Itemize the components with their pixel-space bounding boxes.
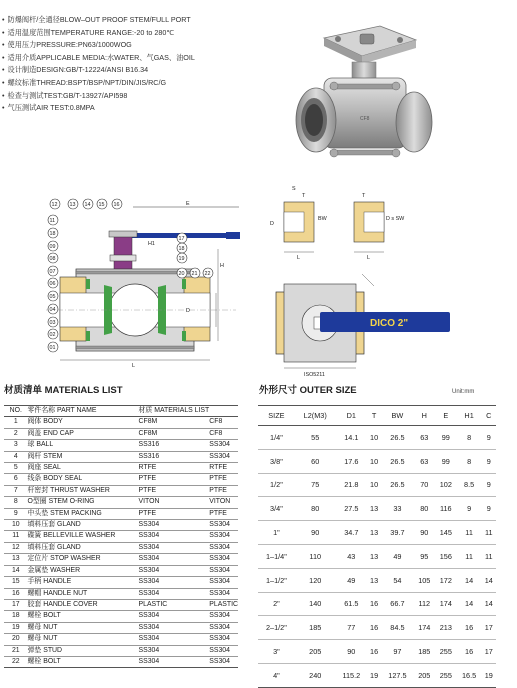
table-cell: 140 [295, 592, 336, 616]
column-header: E [435, 406, 457, 426]
spec-item: • 设计制造DESIGN:GB/T-12224/ANSI B16.34 [2, 64, 302, 77]
svg-text:18: 18 [49, 231, 56, 237]
table-cell: 1/4" [258, 426, 295, 450]
table-cell: 手柄 HANDLE [27, 578, 72, 586]
table-cell: 定位片 STOP WASHER [27, 555, 101, 563]
svg-text:D s SW: D s SW [386, 216, 405, 222]
materials-table [4, 405, 238, 668]
svg-text:09: 09 [49, 244, 56, 250]
table-cell: 75 [295, 473, 336, 497]
table-cell: 11 [12, 532, 20, 540]
table-cell: 填料压套 GLAND [27, 543, 81, 551]
table-row [4, 656, 238, 667]
table-cell: PTFE [209, 509, 227, 517]
table-cell: PTFE [138, 475, 157, 483]
table-row [4, 463, 238, 474]
table-cell: 80 [414, 497, 436, 521]
table-cell: 174 [414, 616, 436, 640]
table-cell: 弹垫 STUD [27, 646, 62, 654]
table-cell: SS304 [209, 635, 230, 643]
table-cell: SS304 [209, 452, 230, 460]
column-header: D1 [336, 406, 367, 426]
svg-text:T: T [362, 193, 366, 199]
table-cell: 22 [11, 657, 20, 665]
table-cell: 213 [435, 616, 457, 640]
table-cell: 3/8" [258, 449, 295, 473]
table-cell: SS304 [138, 657, 160, 665]
stem [114, 233, 132, 273]
dim-l-label: L [132, 363, 135, 369]
table-cell: SS304 [138, 646, 160, 654]
table-cell: 16 [11, 589, 20, 597]
table-cell: SS304 [209, 555, 230, 563]
table-cell: 9 [482, 426, 496, 450]
column-header: C [482, 406, 496, 426]
table-cell: SS304 [209, 532, 230, 540]
table-cell: 胶套 HANDLE COVER [27, 600, 98, 608]
table-cell: PLASTIC [138, 600, 168, 608]
table-cell: 11 [482, 521, 496, 545]
svg-text:15: 15 [98, 202, 105, 208]
table-cell: 49 [336, 568, 367, 592]
table-cell: SS304 [209, 612, 230, 620]
table-cell: 15 [11, 578, 20, 586]
svg-text:14: 14 [84, 202, 91, 208]
table-cell: PTFE [209, 475, 227, 483]
table-row [4, 542, 238, 553]
table-cell: 105 [414, 568, 436, 592]
table-cell: 16 [367, 616, 381, 640]
table-cell: 9 [482, 449, 496, 473]
svg-text:21: 21 [191, 271, 198, 277]
table-cell: 14 [11, 566, 20, 574]
table-cell: RTFE [138, 464, 157, 472]
table-cell: SS304 [209, 543, 230, 551]
table-cell: 99 [435, 426, 457, 450]
table-cell: 18 [11, 612, 20, 620]
body-mark: CF8 [360, 116, 370, 122]
column-header [209, 406, 238, 417]
table-cell: 205 [414, 663, 436, 687]
table-cell: SS304 [138, 635, 160, 643]
table-cell: SS304 [138, 566, 160, 574]
svg-text:L: L [367, 255, 370, 261]
table-cell: SS304 [209, 521, 230, 529]
callouts-top [50, 199, 122, 209]
table-cell: 1" [258, 521, 295, 545]
table-cell: 2–1/2" [258, 616, 295, 640]
svg-text:19: 19 [178, 256, 185, 262]
table-row [4, 451, 238, 462]
table-cell: 9 [13, 509, 18, 517]
table-cell: 26.5 [381, 449, 413, 473]
table-cell: 240 [295, 663, 336, 687]
table-cell: SS304 [138, 612, 160, 620]
column-header: SIZE [258, 406, 295, 426]
spec-item: • 适用温度范围TEMPERATURE RANGE:-20 to 280℃ [2, 27, 302, 40]
table-cell: CF8 [209, 429, 223, 437]
table-cell: 19 [367, 663, 381, 687]
table-cell: 127.5 [381, 663, 413, 687]
table-cell: 10 [367, 473, 381, 497]
table-cell: 16.5 [457, 663, 482, 687]
table-cell: 3" [258, 640, 295, 664]
table-row [258, 449, 496, 473]
table-row [258, 568, 496, 592]
table-cell: SS304 [209, 566, 230, 574]
column-header: BW [381, 406, 413, 426]
table-cell: 255 [435, 640, 457, 664]
spec-item: • 防爆阀杆/全通径BLOW–OUT PROOF STEM/FULL PORT [2, 14, 302, 27]
table-cell: 185 [414, 640, 436, 664]
table-cell: 185 [295, 616, 336, 640]
table-cell: 115.2 [336, 663, 367, 687]
table-row [4, 417, 238, 428]
column-header: L2(M3) [295, 406, 336, 426]
table-cell: 12 [11, 543, 20, 551]
table-cell: 8 [457, 449, 482, 473]
table-cell: 9 [457, 497, 482, 521]
table-cell: 17 [11, 600, 20, 608]
table-cell: PTFE [138, 509, 157, 517]
table-cell: 84.5 [381, 616, 413, 640]
table-cell: 1 [13, 418, 18, 426]
table-cell: 螺栓 BOLT [27, 612, 61, 620]
svg-text:S: S [292, 186, 296, 192]
column-header: T [367, 406, 381, 426]
table-cell: 13 [11, 555, 20, 563]
table-cell: 49 [381, 544, 413, 568]
svg-text:07: 07 [49, 269, 56, 275]
svg-text:16: 16 [113, 202, 120, 208]
dim-d-label: D [186, 308, 190, 314]
table-cell: CF8M [138, 429, 158, 437]
table-cell: 8 [457, 426, 482, 450]
table-cell: 26.5 [381, 426, 413, 450]
outer-size-table [258, 405, 496, 688]
svg-text:20: 20 [178, 271, 185, 277]
table-cell: 14 [482, 568, 496, 592]
table-cell: 97 [381, 640, 413, 664]
svg-text:04: 04 [49, 307, 56, 313]
table-cell: 17 [482, 640, 496, 664]
table-cell: SS304 [209, 657, 230, 665]
table-row [4, 485, 238, 496]
table-row [4, 599, 238, 610]
table-cell: 阀杆 STEM [27, 452, 63, 460]
table-cell: CF8M [138, 418, 158, 426]
table-cell: 9 [482, 473, 496, 497]
assembly-section-drawing [36, 195, 246, 370]
table-cell: 填料压套 GLAND [27, 521, 81, 529]
table-row [258, 497, 496, 521]
spec-item: • 使用压力PRESSURE:PN63/1000WOG [2, 39, 302, 52]
table-row [258, 592, 496, 616]
table-cell: 线条 BODY SEAL [27, 475, 83, 483]
table-cell: 阀盖 END CAP [27, 429, 74, 437]
table-row [4, 645, 238, 656]
callouts-left [48, 215, 58, 352]
svg-text:D: D [270, 221, 274, 227]
dim-e-label: E [186, 201, 190, 207]
table-cell: 27.5 [336, 497, 367, 521]
table-cell: 19 [482, 663, 496, 687]
table-row [258, 544, 496, 568]
table-cell: 66.7 [381, 592, 413, 616]
table-cell: SS304 [138, 555, 160, 563]
svg-text:02: 02 [49, 332, 56, 338]
table-cell: 60 [295, 449, 336, 473]
table-cell: 1/2" [258, 473, 295, 497]
table-cell: 阀座 SEAL [27, 464, 61, 472]
table-row [4, 508, 238, 519]
table-cell: 61.5 [336, 592, 367, 616]
table-cell: 螺母 NUT [27, 623, 58, 631]
svg-text:11: 11 [49, 218, 56, 224]
svg-text:05: 05 [49, 294, 56, 300]
table-cell: 阀体 BODY [27, 418, 63, 426]
table-cell: 116 [435, 497, 457, 521]
table-cell: 14 [482, 592, 496, 616]
table-cell: 碟簧 BELLEVILLE WASHER [27, 532, 116, 540]
table-cell: SS316 [138, 441, 160, 449]
valve-product-photo [290, 22, 440, 180]
svg-text:BW: BW [318, 216, 327, 222]
unit-label: Unit:mm [452, 389, 475, 395]
svg-text:L: L [297, 255, 300, 261]
table-cell: 1–1/2" [258, 568, 295, 592]
spec-item: • 适用介质APPLICABLE MEDIA:水WATER、气GAS、油OIL [2, 52, 302, 65]
table-cell: SS304 [138, 623, 160, 631]
svg-text:12: 12 [51, 202, 58, 208]
table-cell: 16 [367, 592, 381, 616]
table-cell: 174 [435, 592, 457, 616]
table-cell: SS304 [138, 578, 160, 586]
svg-text:17: 17 [178, 236, 185, 242]
table-cell: 13 [367, 521, 381, 545]
table-row [4, 531, 238, 542]
table-row [4, 588, 238, 599]
table-cell: VITON [138, 498, 160, 506]
table-cell: O型圈 STEM O-RING [27, 498, 95, 506]
table-cell: VITON [209, 498, 231, 506]
table-row [258, 521, 496, 545]
table-cell: CF8 [209, 418, 223, 426]
svg-text:22: 22 [204, 271, 211, 277]
table-cell: 球 BALL [27, 441, 54, 449]
table-cell: RTFE [209, 464, 228, 472]
dim-h1-label: H1 [148, 241, 155, 247]
table-cell: 55 [295, 426, 336, 450]
column-header: H1 [457, 406, 482, 426]
handle-brand-text: DICO 2" [370, 318, 409, 329]
table-cell: 8.5 [457, 473, 482, 497]
table-cell: 172 [435, 568, 457, 592]
table-cell: 102 [435, 473, 457, 497]
table-cell: 205 [295, 640, 336, 664]
table-cell: 63 [414, 449, 436, 473]
table-cell: 63 [414, 426, 436, 450]
table-cell: SS304 [209, 623, 230, 631]
table-cell: 3/4" [258, 497, 295, 521]
table-cell: 21 [11, 646, 20, 654]
table-cell: PTFE [138, 486, 157, 494]
table-cell: 20 [11, 635, 20, 643]
table-cell: 33 [381, 497, 413, 521]
svg-text:18: 18 [178, 246, 185, 252]
table-cell: 14 [457, 592, 482, 616]
iso-label: ISO5211 [304, 372, 325, 378]
table-cell: 17 [482, 616, 496, 640]
table-cell: 145 [435, 521, 457, 545]
table-cell: 9 [482, 497, 496, 521]
table-cell: 16 [367, 640, 381, 664]
table-row [4, 622, 238, 633]
table-cell: 43 [336, 544, 367, 568]
svg-text:01: 01 [49, 345, 56, 351]
table-cell: 14.1 [336, 426, 367, 450]
table-cell: 70 [414, 473, 436, 497]
spec-item: • 螺纹标准THREAD:BSPT/BSP/NPT/DIN/JIS/RC/G [2, 77, 302, 90]
table-cell: PLASTIC [209, 600, 238, 608]
table-row [258, 473, 496, 497]
table-cell: 13 [367, 544, 381, 568]
end-connection-detail [262, 180, 405, 270]
table-row [4, 554, 238, 565]
table-cell: 螺帽 HANDLE NUT [27, 589, 88, 597]
table-row [258, 663, 496, 687]
table-cell: 杆密封 THRUST WASHER [27, 486, 110, 494]
table-row [4, 428, 238, 439]
svg-text:13: 13 [69, 202, 76, 208]
table-cell: 2 [13, 429, 18, 437]
table-cell: 90 [414, 521, 436, 545]
table-cell: 95 [414, 544, 436, 568]
table-header-row [4, 406, 238, 417]
table-cell: 17.6 [336, 449, 367, 473]
table-cell: 99 [435, 449, 457, 473]
spec-list [2, 14, 302, 115]
table-cell: 26.5 [381, 473, 413, 497]
table-row [4, 577, 238, 588]
table-cell: 金属垫 WASHER [27, 566, 81, 574]
svg-text:08: 08 [49, 256, 56, 262]
table-cell: SS304 [138, 532, 160, 540]
callouts-right [177, 233, 213, 278]
table-cell: SS304 [138, 543, 160, 551]
svg-text:T: T [302, 193, 306, 199]
table-row [4, 611, 238, 622]
table-cell: 8 [13, 498, 18, 506]
table-cell: 4" [258, 663, 295, 687]
table-cell: 6 [13, 475, 18, 483]
table-cell: 2" [258, 592, 295, 616]
table-row [4, 497, 238, 508]
table-cell: 11 [457, 544, 482, 568]
table-cell: 7 [13, 486, 18, 494]
table-cell: 80 [295, 497, 336, 521]
table-cell: 螺母 NUT [27, 635, 58, 643]
table-cell: SS304 [138, 589, 160, 597]
table-cell: 中头垫 STEM PACKING [27, 509, 102, 517]
table-cell: SS304 [209, 441, 230, 449]
top-view-drawing [262, 270, 462, 378]
table-cell: 10 [367, 426, 381, 450]
table-row [258, 426, 496, 450]
table-cell: 13 [367, 568, 381, 592]
outer-size-title: 外形尺寸 OUTER SIZE [259, 385, 357, 396]
table-row [4, 440, 238, 451]
table-cell: 34.7 [336, 521, 367, 545]
table-cell: 14 [457, 568, 482, 592]
table-cell: 255 [435, 663, 457, 687]
table-row [4, 634, 238, 645]
table-row [258, 616, 496, 640]
materials-title: 材质清单 MATERIALS LIST [4, 385, 123, 396]
table-cell: SS304 [209, 589, 230, 597]
spec-item: • 检查与测试TEST:GB/T-13927/API598 [2, 90, 302, 103]
table-cell: PTFE [209, 486, 227, 494]
table-cell: 10 [367, 449, 381, 473]
table-cell: 19 [11, 623, 20, 631]
column-header: NO. [4, 406, 28, 417]
column-header: H [414, 406, 436, 426]
table-cell: 4 [13, 452, 18, 460]
table-cell: 5 [13, 464, 18, 472]
column-header: 材质 MATERIALS LIST [139, 406, 210, 417]
table-cell: 11 [457, 521, 482, 545]
table-cell: 螺栓 BOLT [27, 657, 61, 665]
table-cell: 90 [295, 521, 336, 545]
table-cell: SS304 [209, 578, 230, 586]
table-row [4, 474, 238, 485]
table-cell: SS304 [138, 521, 160, 529]
table-row [258, 640, 496, 664]
table-cell: 13 [367, 497, 381, 521]
dim-h-label: H [220, 263, 224, 269]
table-header-row [258, 406, 496, 426]
table-row [4, 565, 238, 576]
table-cell: 90 [336, 640, 367, 664]
table-cell: 112 [414, 592, 436, 616]
table-cell: 16 [457, 640, 482, 664]
table-cell: 54 [381, 568, 413, 592]
svg-text:06: 06 [49, 281, 56, 287]
table-cell: 11 [482, 544, 496, 568]
table-cell: 120 [295, 568, 336, 592]
table-cell: 1–1/4" [258, 544, 295, 568]
table-cell: 16 [457, 616, 482, 640]
table-cell: 156 [435, 544, 457, 568]
table-cell: 3 [13, 441, 18, 449]
table-cell: SS304 [209, 646, 230, 654]
table-cell: 21.8 [336, 473, 367, 497]
table-cell: 10 [11, 521, 20, 529]
column-header: 零件名称 PART NAME [28, 406, 139, 417]
table-cell: 110 [295, 544, 336, 568]
table-cell: 77 [336, 616, 367, 640]
spec-item: • 气压测试AIR TEST:0.8MPA [2, 102, 302, 115]
svg-text:03: 03 [49, 320, 56, 326]
table-cell: SS316 [138, 452, 160, 460]
table-cell: 39.7 [381, 521, 413, 545]
table-row [4, 520, 238, 531]
